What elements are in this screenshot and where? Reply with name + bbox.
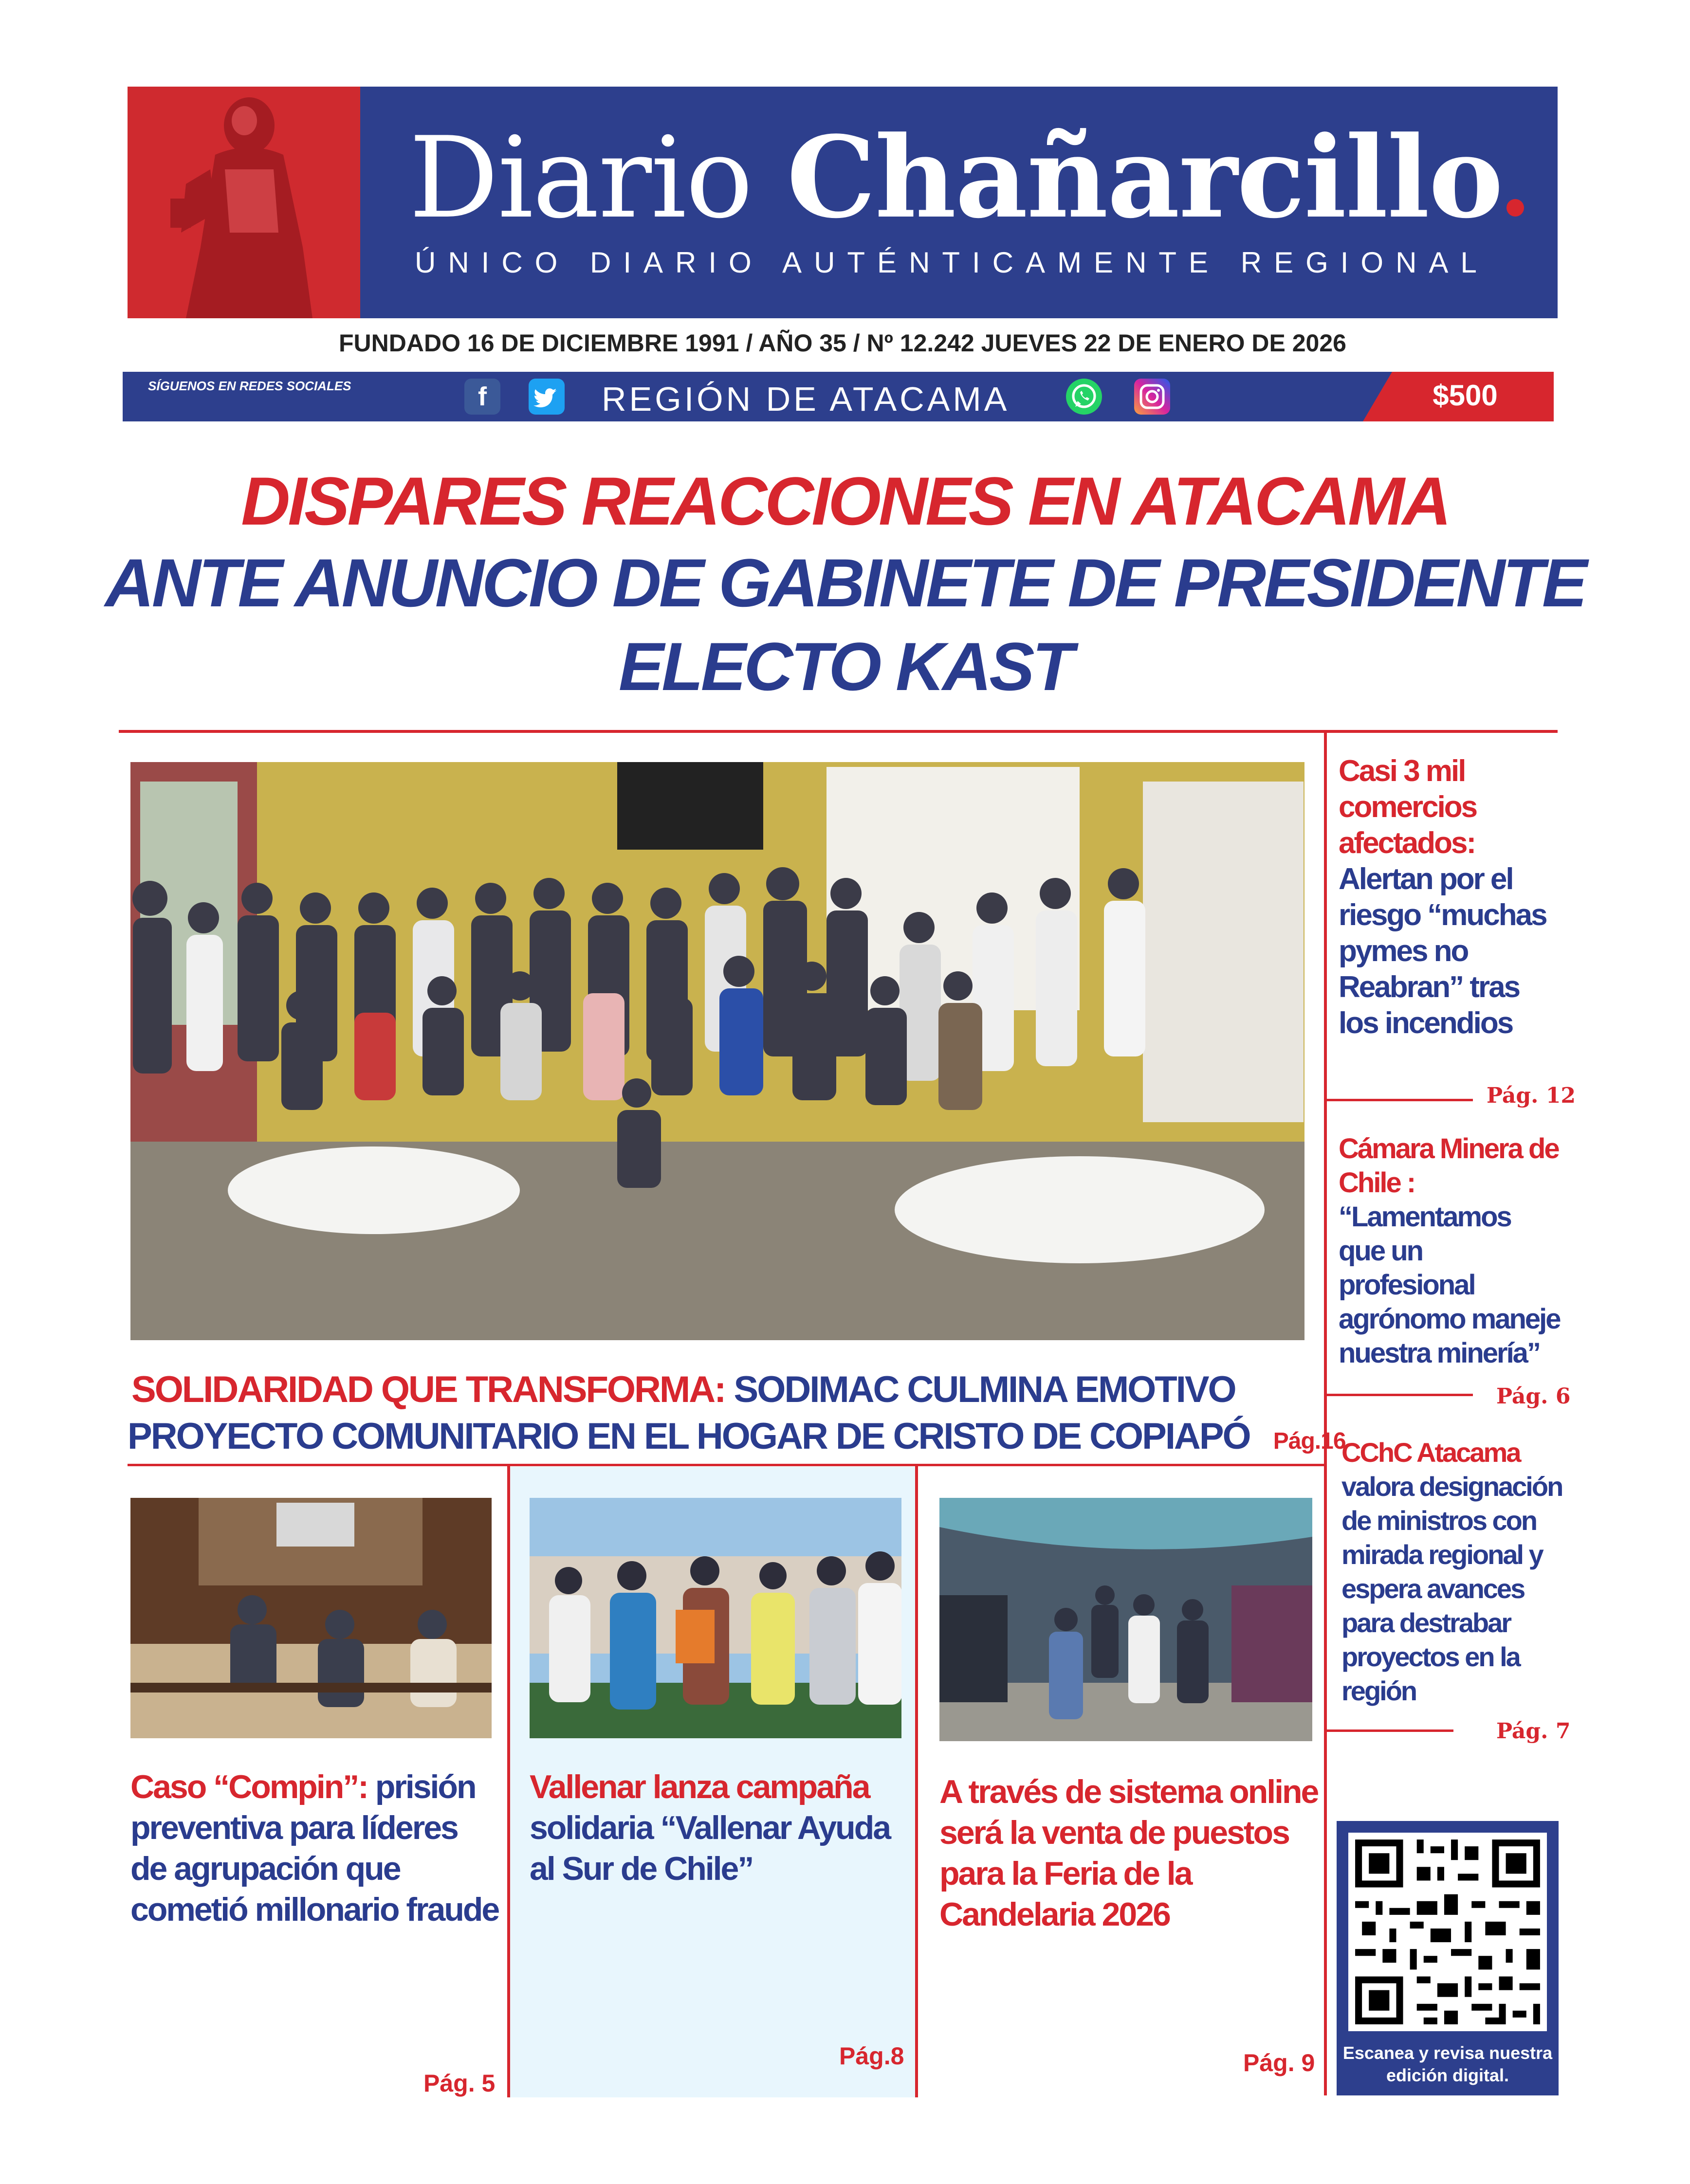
qr-caption: Escanea y revisa nuestra edición digital. (1342, 2043, 1553, 2085)
story-3-kicker: A través de sistema online será la venta de puestos para la Feria de la Candelaria 2026 (939, 1773, 1318, 1933)
story-2-body: solidaria “Vallenar Ayuda al Sur de Chile” (530, 1809, 890, 1887)
headline-line-3[interactable]: ELECTO KAST (618, 628, 1072, 705)
story-2-page[interactable]: Pág.8 (839, 2042, 904, 2070)
sidebar-rule-1 (1327, 1099, 1473, 1101)
headline-divider (119, 730, 1558, 733)
sidebar-story-1-page[interactable]: Pág. 12 (1487, 1083, 1576, 1108)
sidebar-story-3[interactable] (1341, 1436, 1565, 1708)
column-divider-2 (915, 1465, 918, 2097)
region-label: REGIÓN DE ATACAMA (602, 380, 1010, 418)
name-light: Diario (409, 113, 753, 243)
twitter-icon[interactable] (529, 379, 565, 415)
tagline: ÚNICO DIARIO AUTÉNTICAMENTE REGIONAL (415, 246, 1489, 279)
main-story-page[interactable]: Pág.16 (1273, 1428, 1346, 1454)
facebook-icon[interactable]: f (464, 379, 500, 415)
sidebar-story-2-page[interactable]: Pág. 6 (1496, 1384, 1571, 1409)
sidebar-story-3-page[interactable]: Pág. 7 (1496, 1719, 1571, 1744)
whatsapp-icon[interactable] (1066, 379, 1102, 415)
main-story-kicker: SOLIDARIDAD QUE TRANSFORMA: (131, 1369, 725, 1410)
edition-line: FUNDADO 16 DE DICIEMBRE 1991 / AÑO 35 / Nº 12.242 JUEVES 22 DE ENERO DE 2026 (339, 329, 1346, 357)
main-story-title-part-1: SODIMAC CULMINA EMOTIVO (725, 1369, 1235, 1410)
main-story-photo[interactable] (130, 762, 1304, 1340)
story-3-title[interactable] (939, 1771, 1319, 1935)
newspaper-name[interactable] (409, 112, 1524, 243)
main-story-title-part-2: PROYECTO COMUNITARIO EN EL HOGAR DE CRISTO DE COPIAPÓ (128, 1416, 1250, 1457)
story-2-photo[interactable] (530, 1498, 901, 1738)
sidebar-story-2-kicker: Cámara Minera de Chile : (1339, 1133, 1559, 1199)
instagram-icon[interactable] (1134, 379, 1170, 415)
price: $500 (1433, 379, 1498, 412)
story-1-title[interactable] (130, 1766, 500, 1930)
qr-code-image[interactable] (1348, 1833, 1547, 2031)
story-3-page[interactable]: Pág. 9 (1243, 2049, 1315, 2076)
story-2-kicker: Vallenar lanza campaña (530, 1768, 869, 1805)
sidebar-story-2-title: “Lamentamos que un profesional agrónomo maneje nuestra minería” (1339, 1201, 1560, 1369)
story-1-kicker: Caso “Compin”: (130, 1768, 367, 1805)
sidebar-story-1-kicker: Casi 3 mil comercios afectados: (1339, 754, 1477, 860)
story-1-photo[interactable] (130, 1498, 492, 1738)
headline-line-2[interactable]: ANTE ANUNCIO DE GABINETE DE PRESIDENTE (105, 545, 1585, 621)
sidebar-rule-2 (1327, 1394, 1473, 1396)
story-2-title[interactable] (530, 1766, 914, 1889)
main-story-title-line-1[interactable] (131, 1366, 1235, 1413)
statue-logo-image (128, 87, 360, 318)
sidebar-story-3-kicker: CChC Atacama (1341, 1437, 1520, 1468)
sidebar-story-3-title: valora designación de ministros con mirada regional y espera avances para destrabar proyectos en la región (1341, 1471, 1562, 1706)
social-label: SÍGUENOS EN REDES SOCIALES (148, 379, 351, 393)
sidebar-story-1[interactable] (1339, 753, 1553, 1041)
red-dot (1506, 199, 1524, 217)
story-3-photo[interactable] (939, 1498, 1312, 1741)
story-1-page[interactable]: Pág. 5 (423, 2070, 496, 2097)
main-story-divider (128, 1464, 1324, 1466)
headline-line-1[interactable]: DISPARES REACCIONES EN ATACAMA (241, 463, 1449, 539)
main-story-title-line-2[interactable] (128, 1413, 1346, 1465)
name-bold: Chañarcillo (787, 112, 1503, 243)
sidebar-rule-3 (1327, 1729, 1453, 1732)
sidebar-story-1-title: Alertan por el riesgo “muchas pymes no Reabran” tras los incendios (1339, 862, 1546, 1040)
sidebar-story-2[interactable] (1339, 1132, 1562, 1370)
story-1-body: prisión preventiva para líderes de agrupación que cometió millonario fraude (130, 1768, 499, 1928)
